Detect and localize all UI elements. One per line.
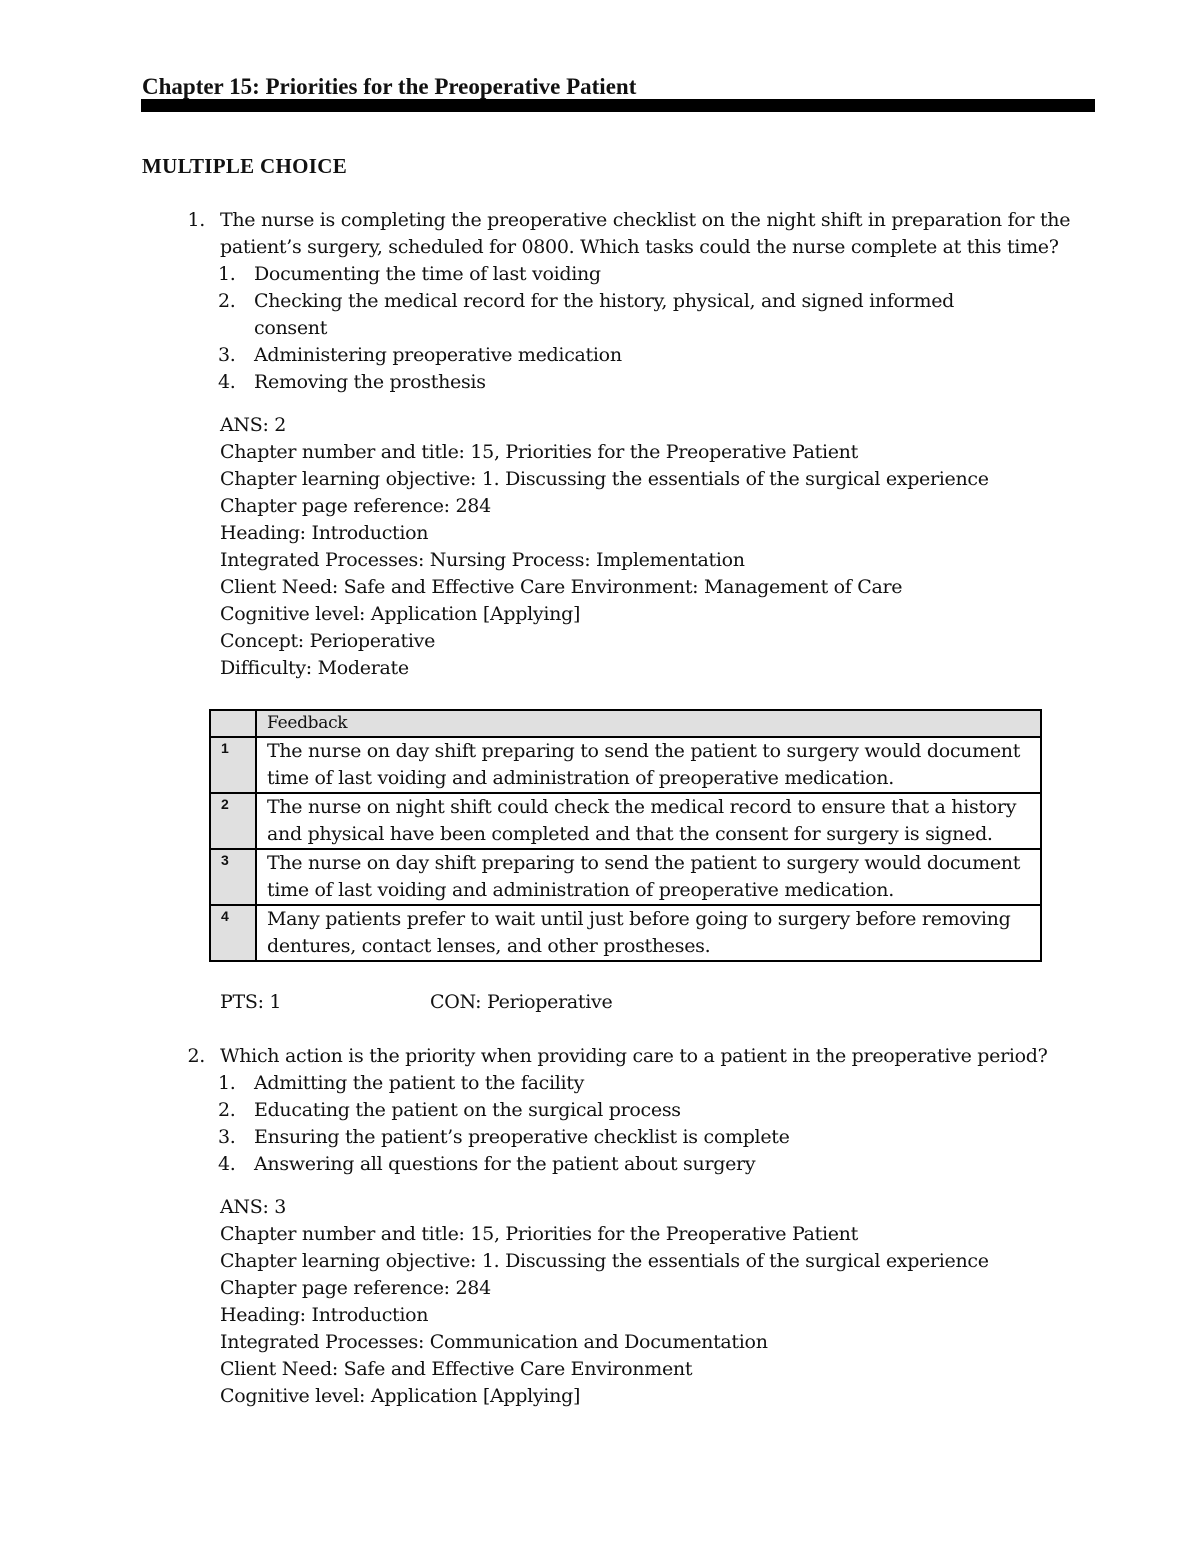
feedback-row <box>210 793 1041 849</box>
chapter-title: Chapter 15: Priorities for the Preoperative Patient <box>142 74 637 99</box>
feedback-number: 1 <box>210 737 256 793</box>
option-text: Answering all questions for the patient about surgery <box>254 1153 756 1175</box>
feedback-text <box>256 793 1041 849</box>
feedback-line: The nurse on night shift could check the medical record to ensure that a history <box>267 796 1017 818</box>
feedback-line: time of last voiding and administration of preoperative medication. <box>267 879 894 901</box>
option-number: 1. <box>218 1072 236 1094</box>
feedback-header: Feedback <box>256 710 1041 737</box>
meta-line: Chapter learning objective: 1. Discussing the essentials of the surgical experience <box>220 1250 989 1272</box>
option-text: Administering preoperative medication <box>254 344 622 366</box>
meta-line: Integrated Processes: Nursing Process: Implementation <box>220 549 745 571</box>
feedback-line: dentures, contact lenses, and other prostheses. <box>267 935 711 957</box>
meta-line: Heading: Introduction <box>220 522 429 544</box>
meta-line: Integrated Processes: Communication and Documentation <box>220 1331 768 1353</box>
option-number: 1. <box>218 263 236 285</box>
meta-line: Heading: Introduction <box>220 1304 429 1326</box>
option-number: 3. <box>218 344 236 366</box>
question-stem-line: patient’s surgery, scheduled for 0800. Which tasks could the nurse complete at this time? <box>220 236 1059 258</box>
feedback-line: Many patients prefer to wait until just before going to surgery before removing <box>267 908 1011 930</box>
meta-line: Chapter page reference: 284 <box>220 1277 491 1299</box>
question-number: 1. <box>187 209 205 231</box>
option-text: Checking the medical record for the history, physical, and signed informed <box>254 290 954 312</box>
option-text: Removing the prosthesis <box>254 371 486 393</box>
feedback-number: 2 <box>210 793 256 849</box>
feedback-text <box>256 849 1041 905</box>
meta-line: Chapter number and title: 15, Priorities for the Preoperative Patient <box>220 441 858 463</box>
option-number: 4. <box>218 1153 236 1175</box>
option-text: Ensuring the patient’s preoperative checklist is complete <box>254 1126 790 1148</box>
meta-line: Chapter page reference: 284 <box>220 495 491 517</box>
feedback-text <box>256 737 1041 793</box>
feedback-row <box>210 905 1041 961</box>
concept-line: CON: Perioperative <box>430 991 613 1013</box>
question-stem-line: Which action is the priority when providing care to a patient in the preoperative period? <box>220 1045 1048 1067</box>
feedback-number: 4 <box>210 905 256 961</box>
option-number: 4. <box>218 371 236 393</box>
feedback-line: The nurse on day shift preparing to send the patient to surgery would document <box>267 740 1021 762</box>
meta-line: Cognitive level: Application [Applying] <box>220 603 581 625</box>
feedback-table <box>209 709 1042 962</box>
feedback-number: 3 <box>210 849 256 905</box>
feedback-header-corner <box>210 710 256 737</box>
option-number: 2. <box>218 290 236 312</box>
feedback-row <box>210 737 1041 793</box>
meta-line: Chapter number and title: 15, Priorities for the Preoperative Patient <box>220 1223 858 1245</box>
option-text: Documenting the time of last voiding <box>254 263 601 285</box>
feedback-line: time of last voiding and administration of preoperative medication. <box>267 767 894 789</box>
feedback-line: The nurse on day shift preparing to send the patient to surgery would document <box>267 852 1021 874</box>
section-heading: MULTIPLE CHOICE <box>142 154 348 178</box>
feedback-header-row <box>210 710 1041 737</box>
meta-line: Client Need: Safe and Effective Care Environment: Management of Care <box>220 576 903 598</box>
meta-line: Chapter learning objective: 1. Discussing the essentials of the surgical experience <box>220 468 989 490</box>
meta-line: Cognitive level: Application [Applying] <box>220 1385 581 1407</box>
meta-line: Difficulty: Moderate <box>220 657 409 679</box>
points-line: PTS: 1 <box>220 991 282 1013</box>
answer-line: ANS: 2 <box>220 414 287 436</box>
option-text: consent <box>254 317 328 339</box>
feedback-row <box>210 849 1041 905</box>
option-text: Educating the patient on the surgical process <box>254 1099 681 1121</box>
answer-line: ANS: 3 <box>220 1196 287 1218</box>
feedback-line: and physical have been completed and that the consent for surgery is signed. <box>267 823 993 845</box>
option-number: 2. <box>218 1099 236 1121</box>
option-number: 3. <box>218 1126 236 1148</box>
title-rule <box>141 99 1095 112</box>
feedback-text <box>256 905 1041 961</box>
meta-line: Concept: Perioperative <box>220 630 436 652</box>
option-text: Admitting the patient to the facility <box>254 1072 585 1094</box>
meta-line: Client Need: Safe and Effective Care Environment <box>220 1358 693 1380</box>
question-number: 2. <box>187 1045 205 1067</box>
question-stem-line: The nurse is completing the preoperative checklist on the night shift in preparation for the <box>220 209 1071 231</box>
